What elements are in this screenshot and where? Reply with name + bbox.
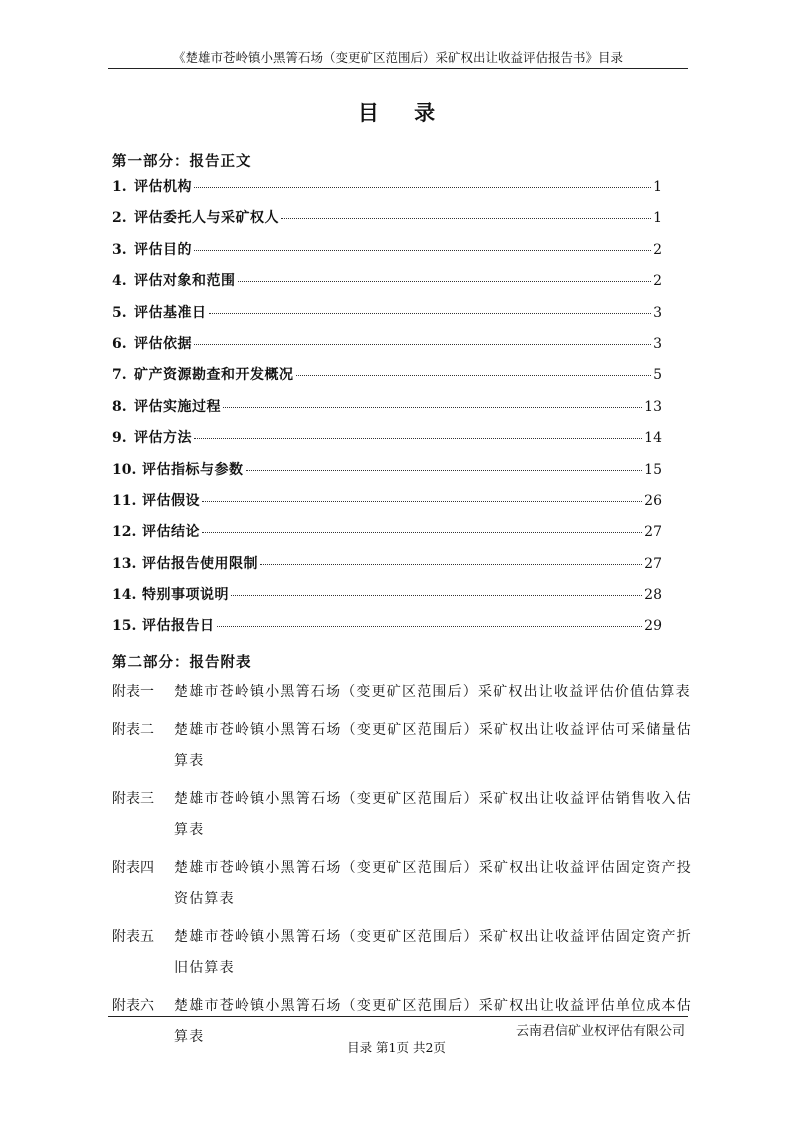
toc-item-number: 12. <box>112 524 137 541</box>
appendix-item-label: 附表四 <box>112 860 154 876</box>
appendix-item-label: 附表二 <box>112 722 154 738</box>
toc-item-page: 28 <box>644 587 662 604</box>
toc-list <box>112 176 662 647</box>
toc-item[interactable] <box>112 176 662 207</box>
toc-item-number: 8. <box>112 398 127 415</box>
appendix-item-text: 楚雄市苍岭镇小黑箐石场（变更矿区范围后）采矿权出让收益评估销售收入估算表 <box>174 791 692 838</box>
toc-item-number: 13. <box>112 555 137 572</box>
appendix-item-text: 楚雄市苍岭镇小黑箐石场（变更矿区范围后）采矿权出让收益评估固定资产折旧估算表 <box>174 929 692 976</box>
running-header: 《楚雄市苍岭镇小黑箐石场（变更矿区范围后）采矿权出让收益评估报告书》目录 <box>172 50 623 65</box>
toc-item-number: 6. <box>112 335 127 352</box>
toc-item[interactable] <box>112 521 662 552</box>
toc-item-label: 评估假设 <box>142 492 200 509</box>
toc-item-page: 13 <box>644 398 662 415</box>
toc-item-label: 评估对象和范围 <box>134 273 236 290</box>
appendix-item-text: 楚雄市苍岭镇小黑箐石场（变更矿区范围后）采矿权出让收益评估单位成本估算表 <box>174 998 692 1045</box>
toc-item[interactable] <box>112 584 662 615</box>
toc-item-label: 评估报告使用限制 <box>142 555 258 572</box>
toc-item-number: 9. <box>112 430 127 447</box>
toc-item-label: 评估委托人与采矿权人 <box>134 210 279 227</box>
toc-item-page: 1 <box>653 210 662 227</box>
toc-item[interactable] <box>112 490 662 521</box>
toc-item-number: 2. <box>112 210 127 227</box>
toc-item[interactable] <box>112 239 662 270</box>
toc-item-label: 评估依据 <box>134 335 192 352</box>
toc-item-page: 3 <box>653 335 662 352</box>
toc-leader-dots <box>194 438 642 439</box>
appendix-item[interactable] <box>112 677 692 708</box>
toc-item[interactable] <box>112 270 662 301</box>
toc-item[interactable] <box>112 302 662 333</box>
appendix-item-label: 附表六 <box>112 998 154 1014</box>
header-divider <box>108 68 688 69</box>
toc-item[interactable] <box>112 396 662 427</box>
toc-item[interactable] <box>112 459 662 490</box>
toc-item[interactable] <box>112 615 662 646</box>
toc-item-number: 14. <box>112 587 137 604</box>
toc-item[interactable] <box>112 427 662 458</box>
toc-item-label: 评估指标与参数 <box>142 461 244 478</box>
toc-leader-dots <box>202 501 642 502</box>
toc-leader-dots <box>260 564 642 565</box>
toc-item-page: 27 <box>644 555 662 572</box>
toc-item[interactable] <box>112 364 662 395</box>
toc-item[interactable] <box>112 333 662 364</box>
appendix-item-label: 附表三 <box>112 791 154 807</box>
toc-item-number: 3. <box>112 241 127 258</box>
toc-item-number: 15. <box>112 618 137 635</box>
toc-item-number: 7. <box>112 367 127 384</box>
toc-item-number: 5. <box>112 304 127 321</box>
footer-company: 云南君信矿业权评估有限公司 <box>515 1024 685 1039</box>
toc-item-page: 26 <box>644 492 662 509</box>
toc-item-label: 矿产资源勘查和开发概况 <box>134 367 294 384</box>
toc-leader-dots <box>194 250 651 251</box>
toc-leader-dots <box>209 313 652 314</box>
toc-item-page: 1 <box>653 179 662 195</box>
toc-leader-dots <box>217 626 643 627</box>
toc-item-page: 3 <box>653 304 662 321</box>
toc-leader-dots <box>223 407 642 408</box>
toc-item-number: 1. <box>112 179 127 195</box>
toc-leader-dots <box>194 187 651 188</box>
toc-item-label: 评估实施过程 <box>134 398 221 415</box>
toc-item-page: 2 <box>653 273 662 290</box>
toc-item-label: 评估结论 <box>142 524 200 541</box>
appendix-item-label: 附表一 <box>112 684 154 700</box>
toc-leader-dots <box>238 281 652 282</box>
toc-leader-dots <box>202 532 642 533</box>
toc-leader-dots <box>246 470 643 471</box>
toc-item-page: 29 <box>644 618 662 635</box>
part1-heading: 第一部分：报告正文 <box>112 153 252 170</box>
toc-leader-dots <box>296 375 652 376</box>
appendix-list <box>112 677 692 1060</box>
appendix-item-text: 楚雄市苍岭镇小黑箐石场（变更矿区范围后）采矿权出让收益评估价值估算表 <box>174 684 691 700</box>
toc-item-number: 10. <box>112 461 137 478</box>
toc-item-number: 11. <box>112 492 137 509</box>
appendix-item[interactable] <box>112 784 692 846</box>
page-number: 目录 第1页 共2页 <box>347 1040 446 1055</box>
toc-item-label: 评估机构 <box>134 179 192 195</box>
part2-heading: 第二部分：报告附表 <box>112 654 252 671</box>
toc-item[interactable] <box>112 553 662 584</box>
appendix-item[interactable] <box>112 922 692 984</box>
footer-divider <box>108 1016 688 1017</box>
toc-leader-dots <box>281 218 651 219</box>
appendix-item-label: 附表五 <box>112 929 154 945</box>
appendix-item-text: 楚雄市苍岭镇小黑箐石场（变更矿区范围后）采矿权出让收益评估可采储量估算表 <box>174 722 692 769</box>
toc-item-page: 5 <box>653 367 662 384</box>
appendix-item-text: 楚雄市苍岭镇小黑箐石场（变更矿区范围后）采矿权出让收益评估固定资产投资估算表 <box>174 860 692 907</box>
toc-item-page: 14 <box>644 430 662 447</box>
toc-leader-dots <box>194 344 651 345</box>
appendix-item[interactable] <box>112 853 692 915</box>
toc-item[interactable] <box>112 207 662 238</box>
toc-item-label: 评估报告日 <box>142 618 215 635</box>
toc-item-number: 4. <box>112 273 127 290</box>
toc-item-page: 27 <box>644 524 662 541</box>
toc-item-page: 15 <box>644 461 662 478</box>
toc-leader-dots <box>231 595 642 596</box>
appendix-item[interactable] <box>112 715 692 777</box>
toc-item-label: 评估目的 <box>134 241 192 258</box>
toc-item-page: 2 <box>653 241 662 258</box>
toc-item-label: 评估方法 <box>134 430 192 447</box>
page-title: 目 录 <box>357 100 450 125</box>
toc-item-label: 评估基准日 <box>134 304 207 321</box>
toc-item-label: 特别事项说明 <box>142 587 229 604</box>
